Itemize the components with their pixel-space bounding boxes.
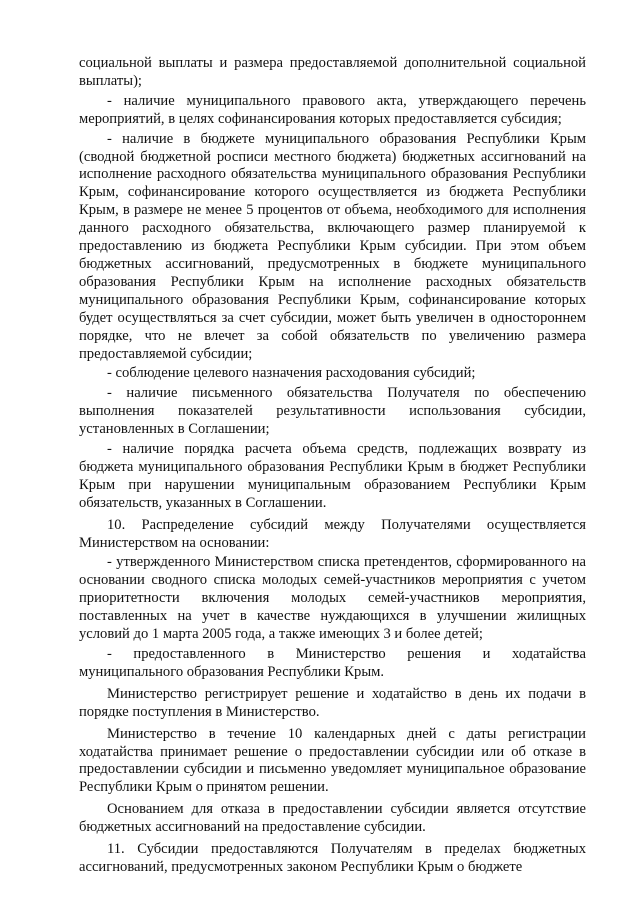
paragraph-refund-procedure: - наличие порядка расчета объема средств, подлежащих возврату из бюджета муниципального образования Республики Крым в бюджет Республики Крым при нарушении муниципальным образованием Республики Крым обязательств, указанных в Соглашении.: [79, 441, 586, 511]
paragraph-refusal-grounds: Основанием для отказа в предоставлении субсидии является отсутствие бюджетных ассигнований на предоставление субсидии.: [79, 801, 586, 836]
paragraph-municipal-decision: - предоставленного в Министерство решения и ходатайства муниципального образования Республики Крым.: [79, 646, 586, 680]
paragraph-registration: Министерство регистрирует решение и ходатайство в день их подачи в порядке поступления в Министерство.: [79, 685, 586, 720]
paragraph-section-10: 10. Распределение субсидий между Получателями осуществляется Министерством на основании:: [79, 516, 586, 551]
paragraph-target-use: - соблюдение целевого назначения расходования субсидий;: [107, 365, 476, 382]
paragraph-applicant-list: - утвержденного Министерством списка претендентов, сформированного на основании сводного списка молодых семей-участников мероприятия с учетом приоритетности включения молодых семей-участников мероприятия, поставленных на учет в качестве нуждающихся в улучшении жилищных условий до 1 марта 2005 года, а также имеющих 3 и более детей;: [79, 554, 586, 643]
paragraph-written-obligation: - наличие письменного обязательства Получателя по обеспечению выполнения показателей результативности использования субсидии, установленных в Соглашении;: [79, 385, 586, 438]
paragraph-decision-term: Министерство в течение 10 календарных дней с даты регистрации ходатайства принимает решение о предоставлении субсидии или об отказе в предоставлении субсидии и письменно уведомляет муниципальное образование Республики Крым о принятом решении.: [79, 725, 586, 796]
paragraph-continuation: социальной выплаты и размера предоставляемой дополнительной социальной выплаты);: [79, 55, 586, 89]
paragraph-budget-allocations: - наличие в бюджете муниципального образования Республики Крым (сводной бюджетной росписи местного бюджета) бюджетных ассигнований на исполнение расходного обязательства муниципального образования Республики Крым, софинансирование которого осуществляется из бюджета Республики Крым, в размере не менее 5 процентов от объема, необходимого для исполнения данного расходного обязательства, включающего размер планируемой к предоставлению из бюджета Республики Крым субсидии. При этом объем бюджетных ассигнований, предусмотренных в бюджете муниципального образования Республики Крым на исполнение расходных обязательств муниципального образования Республики Крым, софинансирование которых будет осуществляться за счет субсидии, может быть увеличен в одностороннем порядке, что не влечет за собой обязательств по увеличению размера предоставляемой субсидии;: [79, 130, 586, 362]
paragraph-municipal-act: - наличие муниципального правового акта, утверждающего перечень мероприятий, в целях софинансирования которых предоставляется субсидия;: [79, 92, 586, 127]
paragraph-section-11: 11. Субсидии предоставляются Получателям в пределах бюджетных ассигнований, предусмотренных законом Республики Крым о бюджете: [79, 841, 586, 875]
